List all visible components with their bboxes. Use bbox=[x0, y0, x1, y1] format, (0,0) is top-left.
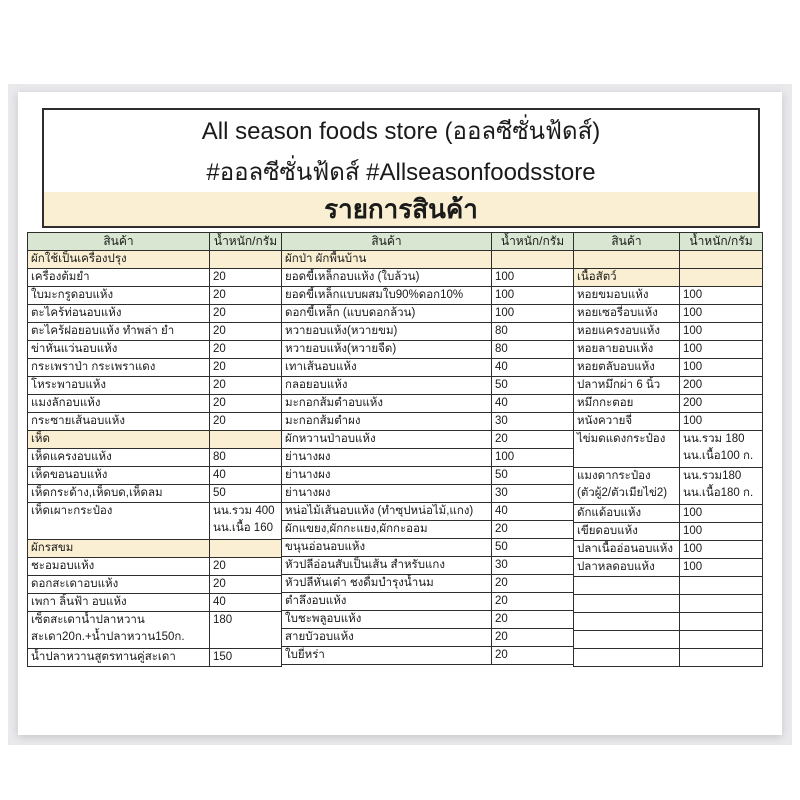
product-cell: ชะอมอบแห้ง bbox=[28, 558, 210, 576]
table-row bbox=[28, 341, 282, 359]
section-header-cell: เนื้อสัตว์ bbox=[574, 269, 680, 287]
product-cell: หอยขมอบแห้ง bbox=[574, 287, 680, 305]
table-row bbox=[574, 323, 763, 341]
weight-cell: 100 bbox=[680, 505, 763, 523]
product-cell: เพกา ลิ้นฟ้า อบแห้ง bbox=[28, 594, 210, 612]
product-cell: ยอดขี้เหล็กแบบผสมใบ90%ดอก10% bbox=[282, 287, 492, 305]
product-cell: ปลาหมึกผ่า 6 นิ้ว bbox=[574, 377, 680, 395]
weight-cell bbox=[680, 595, 763, 613]
table-row bbox=[574, 631, 763, 649]
table-row bbox=[28, 359, 282, 377]
product-cell: หน่อไม้เส้นอบแห้ง (ทำซุปหน่อไม้,แกง) bbox=[282, 503, 492, 521]
table-row bbox=[28, 594, 282, 612]
product-column-header: สินค้า bbox=[28, 233, 210, 251]
weight-cell: 100 bbox=[492, 449, 574, 467]
table-row bbox=[282, 539, 574, 557]
product-cell: ไข่มดแดงกระป๋อง bbox=[574, 431, 680, 468]
table-row bbox=[282, 503, 574, 521]
store-title: All season foods store (ออลซีซั่นฟ้ดส์) bbox=[201, 118, 601, 145]
table-row bbox=[282, 287, 574, 305]
product-table bbox=[27, 232, 762, 667]
product-table-group-2 bbox=[281, 232, 574, 665]
weight-cell: 20 bbox=[210, 413, 282, 431]
weight-cell: 20 bbox=[492, 431, 574, 449]
weight-cell: 40 bbox=[210, 467, 282, 485]
product-cell: เขียดอบแห้ง bbox=[574, 523, 680, 541]
product-cell: ย่านางผง bbox=[282, 467, 492, 485]
table-row bbox=[282, 395, 574, 413]
weight-cell: 50 bbox=[492, 377, 574, 395]
product-cell: ดอกสะเดาอบแห้ง bbox=[28, 576, 210, 594]
title-box bbox=[42, 108, 760, 228]
weight-cell: 20 bbox=[210, 395, 282, 413]
weight-cell bbox=[492, 251, 574, 269]
weight-cell: 100 bbox=[680, 523, 763, 541]
table-row bbox=[282, 467, 574, 485]
table-row bbox=[282, 431, 574, 449]
product-cell: ย่านางผง bbox=[282, 449, 492, 467]
weight-cell: 20 bbox=[492, 593, 574, 611]
product-cell: หอยเซอรี่อบแห้ง bbox=[574, 305, 680, 323]
table-row bbox=[28, 540, 282, 558]
weight-cell: 200 bbox=[680, 377, 763, 395]
table-row bbox=[574, 541, 763, 559]
weight-cell bbox=[680, 631, 763, 649]
weight-cell bbox=[680, 613, 763, 631]
weight-cell: 20 bbox=[210, 323, 282, 341]
weight-cell bbox=[210, 431, 282, 449]
table-row bbox=[574, 269, 763, 287]
weight-cell: 50 bbox=[492, 539, 574, 557]
table-row bbox=[574, 523, 763, 541]
table-row bbox=[282, 323, 574, 341]
weight-cell bbox=[680, 649, 763, 667]
product-cell: หมึกกะตอย bbox=[574, 395, 680, 413]
weight-cell: 80 bbox=[492, 323, 574, 341]
product-cell: ใบมะกรูดอบแห้ง bbox=[28, 287, 210, 305]
product-cell: หอยตลับอบแห้ง bbox=[574, 359, 680, 377]
table-row bbox=[282, 269, 574, 287]
list-title: รายการสินค้า bbox=[44, 192, 758, 226]
weight-cell: 20 bbox=[492, 611, 574, 629]
weight-cell: 20 bbox=[492, 521, 574, 539]
weight-column-header: น้ำหนัก/กรัม bbox=[680, 233, 763, 251]
table-row bbox=[574, 305, 763, 323]
weight-cell: 30 bbox=[492, 557, 574, 575]
product-cell: เห็ดกระด้าง,เห็ดบด,เห็ดลม bbox=[28, 485, 210, 503]
weight-cell: 100 bbox=[492, 305, 574, 323]
weight-cell: 100 bbox=[680, 559, 763, 577]
weight-cell: 20 bbox=[492, 575, 574, 593]
table-row bbox=[28, 485, 282, 503]
product-cell: ยอดขี้เหล็กอบแห้ง (ใบล้วน) bbox=[282, 269, 492, 287]
table-row bbox=[282, 521, 574, 539]
store-hashtags: #ออลซีซั่นฟ้ดส์ #Allseasonfoodsstore bbox=[206, 159, 596, 186]
table-row bbox=[28, 649, 282, 667]
table-row bbox=[574, 577, 763, 595]
table-row bbox=[574, 468, 763, 505]
product-cell bbox=[574, 631, 680, 649]
weight-cell: 30 bbox=[492, 413, 574, 431]
weight-cell: 20 bbox=[210, 269, 282, 287]
table-row bbox=[574, 395, 763, 413]
table-row bbox=[282, 305, 574, 323]
weight-cell: 30 bbox=[492, 485, 574, 503]
table-row bbox=[28, 251, 282, 269]
product-cell: กระเพราป่า กระเพราแดง bbox=[28, 359, 210, 377]
table-row bbox=[28, 576, 282, 594]
table-row bbox=[282, 629, 574, 647]
weight-cell: 20 bbox=[210, 305, 282, 323]
weight-cell: 100 bbox=[680, 541, 763, 559]
product-cell: เครื่องต้มยำ bbox=[28, 269, 210, 287]
weight-cell bbox=[680, 577, 763, 595]
product-cell: สายบัวอบแห้ง bbox=[282, 629, 492, 647]
table-row bbox=[282, 341, 574, 359]
table-row bbox=[574, 413, 763, 431]
weight-cell: 100 bbox=[680, 323, 763, 341]
product-cell: หอยแครงอบแห้ง bbox=[574, 323, 680, 341]
product-cell: ใบยี่หร่า bbox=[282, 647, 492, 665]
table-row bbox=[574, 251, 763, 269]
weight-cell: 50 bbox=[492, 467, 574, 485]
product-cell: ตำลึงอบแห้ง bbox=[282, 593, 492, 611]
table-row bbox=[574, 505, 763, 523]
weight-cell bbox=[680, 251, 763, 269]
product-cell: เทาเส้นอบแห้ง bbox=[282, 359, 492, 377]
table-row bbox=[282, 359, 574, 377]
table-row bbox=[574, 613, 763, 631]
product-cell: แมงดากระป๋อง (ตัวผู้2/ตัวเมียไข่2) bbox=[574, 468, 680, 505]
weight-cell: นน.รวม 180 นน.เนื้อ100 ก. bbox=[680, 431, 763, 468]
weight-cell: 100 bbox=[680, 341, 763, 359]
table-row bbox=[282, 647, 574, 665]
product-cell: ปลาหลดอบแห้ง bbox=[574, 559, 680, 577]
table-row bbox=[282, 485, 574, 503]
table-row bbox=[28, 395, 282, 413]
photo-background bbox=[8, 84, 792, 745]
product-cell: ดักแด้อบแห้ง bbox=[574, 505, 680, 523]
product-table-group-1 bbox=[27, 232, 282, 667]
product-cell: เห็ดขอนอบแห้ง bbox=[28, 467, 210, 485]
weight-cell bbox=[210, 540, 282, 558]
table-row bbox=[28, 269, 282, 287]
product-cell: หอยลายอบแห้ง bbox=[574, 341, 680, 359]
table-row bbox=[28, 503, 282, 540]
table-row bbox=[574, 341, 763, 359]
document-page bbox=[18, 92, 782, 735]
table-row bbox=[574, 595, 763, 613]
weight-cell: 20 bbox=[492, 629, 574, 647]
weight-cell: 20 bbox=[210, 558, 282, 576]
table-row bbox=[574, 431, 763, 468]
product-cell: เห็ดเผาะกระป๋อง bbox=[28, 503, 210, 540]
table-row bbox=[282, 557, 574, 575]
weight-cell: 80 bbox=[210, 449, 282, 467]
weight-cell: นน.รวม 400 นน.เนื้อ 160 bbox=[210, 503, 282, 540]
product-cell: ขนุนอ่อนอบแห้ง bbox=[282, 539, 492, 557]
table-row bbox=[28, 612, 282, 649]
weight-cell bbox=[680, 269, 763, 287]
table-row bbox=[282, 611, 574, 629]
weight-cell: 100 bbox=[680, 305, 763, 323]
product-cell: มะกอกส้มตำอบแห้ง bbox=[282, 395, 492, 413]
weight-cell: 50 bbox=[210, 485, 282, 503]
table-row bbox=[28, 449, 282, 467]
product-column-header: สินค้า bbox=[574, 233, 680, 251]
weight-cell: 20 bbox=[492, 647, 574, 665]
product-cell: กระซายเส้นอบแห้ง bbox=[28, 413, 210, 431]
weight-column-header: น้ำหนัก/กรัม bbox=[492, 233, 574, 251]
product-cell: เซ็ตสะเดาน้ำปลาหวาน สะเดา20ก.+น้ำปลาหวาน150ก. bbox=[28, 612, 210, 649]
product-cell: ดอกขี้เหล็ก (แบบดอกล้วน) bbox=[282, 305, 492, 323]
product-cell: หัวปลีหั่นเต๋า ชงดื่มบำรุงน้ำนม bbox=[282, 575, 492, 593]
table-row bbox=[574, 559, 763, 577]
product-cell: โหระพาอบแห้ง bbox=[28, 377, 210, 395]
product-column-header: สินค้า bbox=[282, 233, 492, 251]
table-row bbox=[28, 467, 282, 485]
product-cell: ตะไคร้ท่อนอบแห้ง bbox=[28, 305, 210, 323]
section-header-cell: เห็ด bbox=[28, 431, 210, 449]
weight-cell: 100 bbox=[680, 287, 763, 305]
product-cell: เห็ดแครงอบแห้ง bbox=[28, 449, 210, 467]
table-row bbox=[282, 251, 574, 269]
table-row bbox=[282, 377, 574, 395]
weight-cell: 180 bbox=[210, 612, 282, 649]
product-cell: ตะไคร้ฝอยอบแห้ง ทำพล่า ยำ bbox=[28, 323, 210, 341]
weight-cell: 200 bbox=[680, 395, 763, 413]
product-cell: หวายอบแห้ง(หวายจืด) bbox=[282, 341, 492, 359]
weight-cell: 40 bbox=[210, 594, 282, 612]
weight-cell: 40 bbox=[492, 503, 574, 521]
product-cell: มะกอกส้มตำผง bbox=[282, 413, 492, 431]
product-cell: ใบชะพลูอบแห้ง bbox=[282, 611, 492, 629]
product-cell: ผักหวานป่าอบแห้ง bbox=[282, 431, 492, 449]
weight-cell: 150 bbox=[210, 649, 282, 667]
table-row bbox=[28, 431, 282, 449]
product-cell: ผักแขยง,ผักกะแยง,ผักกะออม bbox=[282, 521, 492, 539]
table-row bbox=[574, 649, 763, 667]
weight-cell: 40 bbox=[492, 359, 574, 377]
product-cell: แมงลักอบแห้ง bbox=[28, 395, 210, 413]
product-cell bbox=[574, 595, 680, 613]
weight-cell: 100 bbox=[680, 413, 763, 431]
weight-cell: 20 bbox=[210, 287, 282, 305]
table-row bbox=[28, 323, 282, 341]
product-cell: หนังควายจี่ bbox=[574, 413, 680, 431]
product-cell: หวายอบแห้ง(หวายขม) bbox=[282, 323, 492, 341]
weight-cell: 100 bbox=[680, 359, 763, 377]
weight-cell: 80 bbox=[492, 341, 574, 359]
section-header-cell: ผักใช้เป็นเครื่องปรุง bbox=[28, 251, 210, 269]
weight-cell: 40 bbox=[492, 395, 574, 413]
table-row bbox=[282, 449, 574, 467]
product-cell: หัวปลีอ่อนสับเป็นเส้น สำหรับแกง bbox=[282, 557, 492, 575]
weight-cell: 20 bbox=[210, 377, 282, 395]
product-cell bbox=[574, 251, 680, 269]
table-row bbox=[282, 575, 574, 593]
weight-column-header: น้ำหนัก/กรัม bbox=[210, 233, 282, 251]
table-row bbox=[28, 305, 282, 323]
weight-cell: 100 bbox=[492, 287, 574, 305]
table-row bbox=[28, 413, 282, 431]
table-row bbox=[28, 558, 282, 576]
table-row bbox=[28, 287, 282, 305]
weight-cell: นน.รวม180 นน.เนื้อ180 ก. bbox=[680, 468, 763, 505]
product-cell: กลอยอบแห้ง bbox=[282, 377, 492, 395]
table-row bbox=[282, 413, 574, 431]
weight-cell: 20 bbox=[210, 359, 282, 377]
section-header-cell: ผักป่า ผักพื้นบ้าน bbox=[282, 251, 492, 269]
product-cell bbox=[574, 613, 680, 631]
section-header-cell: ผักรสขม bbox=[28, 540, 210, 558]
product-cell: ปลาเนื้ออ่อนอบแห้ง bbox=[574, 541, 680, 559]
table-row bbox=[574, 377, 763, 395]
table-row bbox=[282, 593, 574, 611]
product-cell bbox=[574, 649, 680, 667]
product-cell: ย่านางผง bbox=[282, 485, 492, 503]
product-cell bbox=[574, 577, 680, 595]
table-row bbox=[574, 287, 763, 305]
product-cell: ข่าหั่นแว่นอบแห้ง bbox=[28, 341, 210, 359]
product-cell: น้ำปลาหวานสูตรทานคู่สะเดา bbox=[28, 649, 210, 667]
weight-cell bbox=[210, 251, 282, 269]
weight-cell: 100 bbox=[492, 269, 574, 287]
table-row bbox=[574, 359, 763, 377]
table-row bbox=[28, 377, 282, 395]
weight-cell: 20 bbox=[210, 341, 282, 359]
product-table-group-3 bbox=[573, 232, 763, 667]
weight-cell: 20 bbox=[210, 576, 282, 594]
